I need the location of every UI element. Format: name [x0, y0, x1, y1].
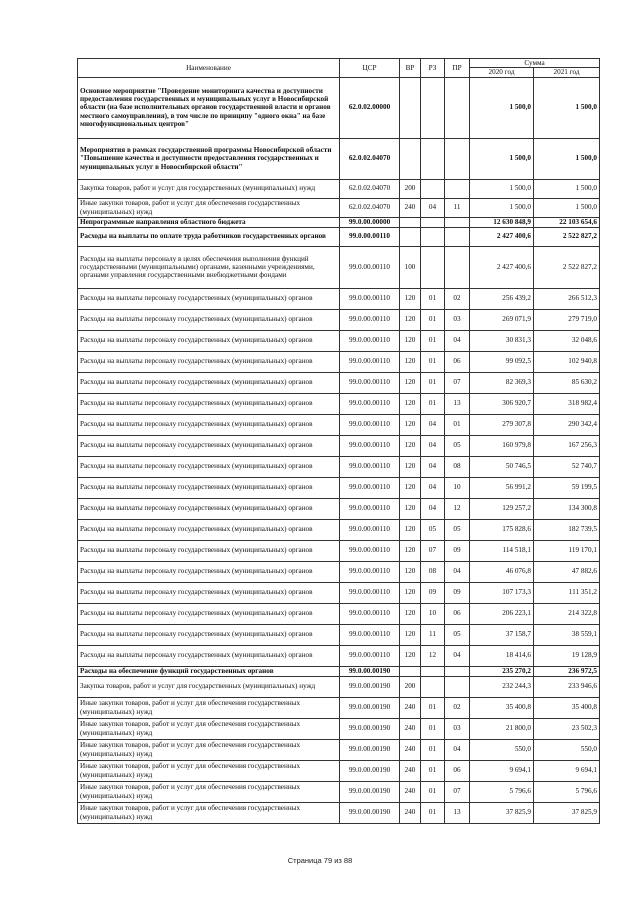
cell-sum-2020: 107 173,3	[470, 582, 534, 603]
cell-rz: 01	[421, 393, 445, 414]
cell-rz: 05	[421, 519, 445, 540]
cell-sum-2021: 1 500,0	[534, 198, 600, 217]
cell-name: Расходы на выплаты персоналу в целях обеспечения выполнения функций государственными (муниципальными) органами, казенными учреждениями, органами управления государственными внебюджетными фондами	[78, 246, 340, 288]
cell-vr: 120	[400, 351, 421, 372]
cell-csr: 99.0.00.00110	[340, 456, 400, 477]
cell-rz: 12	[421, 645, 445, 666]
table-row	[78, 802, 600, 823]
cell-pr: 01	[445, 414, 470, 435]
cell-sum-2020: 56 991,2	[470, 477, 534, 498]
cell-pr: 08	[445, 456, 470, 477]
cell-csr: 99.0.00.00110	[340, 309, 400, 330]
cell-sum-2021: 85 630,2	[534, 372, 600, 393]
header-year-2020: 2020 год	[470, 68, 534, 77]
cell-sum-2021: 233 946,6	[534, 676, 600, 697]
cell-csr: 62.0.02.04070	[340, 198, 400, 217]
cell-csr: 99.0.00.00110	[340, 624, 400, 645]
cell-sum-2020: 279 307,8	[470, 414, 534, 435]
cell-pr: 05	[445, 519, 470, 540]
table-row	[78, 676, 600, 697]
cell-vr: 120	[400, 414, 421, 435]
cell-name: Иные закупки товаров, работ и услуг для обеспечения государственных (муниципальных) нужд	[78, 781, 340, 802]
cell-rz: 01	[421, 739, 445, 760]
cell-sum-2021: 134 300,8	[534, 498, 600, 519]
cell-name: Иные закупки товаров, работ и услуг для обеспечения государственных (муниципальных) нужд	[78, 739, 340, 760]
cell-vr: 120	[400, 288, 421, 309]
cell-vr: 200	[400, 179, 421, 198]
cell-pr	[445, 179, 470, 198]
cell-sum-2020: 550,0	[470, 739, 534, 760]
cell-rz: 04	[421, 414, 445, 435]
cell-csr: 99.0.00.00190	[340, 666, 400, 676]
cell-rz: 01	[421, 288, 445, 309]
header-vr: ВР	[400, 59, 421, 78]
cell-sum-2021: 23 502,3	[534, 718, 600, 739]
cell-name: Расходы на обеспечение функций государственных органов	[78, 666, 340, 676]
table-row	[78, 697, 600, 718]
cell-pr	[445, 217, 470, 227]
cell-sum-2020: 30 831,3	[470, 330, 534, 351]
table-row	[78, 77, 600, 138]
header-year-2021: 2021 год	[534, 68, 600, 77]
cell-pr: 03	[445, 309, 470, 330]
cell-pr: 13	[445, 393, 470, 414]
cell-pr: 04	[445, 739, 470, 760]
cell-pr: 06	[445, 760, 470, 781]
cell-sum-2021: 111 351,2	[534, 582, 600, 603]
cell-vr: 120	[400, 393, 421, 414]
cell-sum-2021: 59 199,5	[534, 477, 600, 498]
cell-rz: 01	[421, 781, 445, 802]
cell-csr: 99.0.00.00190	[340, 676, 400, 697]
cell-vr: 120	[400, 540, 421, 561]
header-rz: РЗ	[421, 59, 445, 78]
cell-name: Расходы на выплаты персоналу государственных (муниципальных) органов	[78, 498, 340, 519]
cell-name: Расходы на выплаты персоналу государственных (муниципальных) органов	[78, 582, 340, 603]
table-row	[78, 666, 600, 676]
cell-sum-2021: 37 825,9	[534, 802, 600, 823]
cell-rz: 01	[421, 760, 445, 781]
cell-vr	[400, 227, 421, 246]
cell-csr: 99.0.00.00190	[340, 697, 400, 718]
cell-pr: 06	[445, 351, 470, 372]
cell-sum-2021: 1 500,0	[534, 77, 600, 138]
table-row	[78, 498, 600, 519]
cell-csr: 99.0.00.00110	[340, 246, 400, 288]
cell-name: Иные закупки товаров, работ и услуг для обеспечения государственных (муниципальных) нужд	[78, 718, 340, 739]
cell-name: Расходы на выплаты персоналу государственных (муниципальных) органов	[78, 435, 340, 456]
cell-sum-2021: 2 522 827,2	[534, 246, 600, 288]
cell-vr: 240	[400, 697, 421, 718]
table-row	[78, 179, 600, 198]
cell-sum-2020: 9 694,1	[470, 760, 534, 781]
budget-table-container	[77, 58, 599, 824]
cell-pr	[445, 246, 470, 288]
cell-name: Расходы на выплаты персоналу государственных (муниципальных) органов	[78, 477, 340, 498]
cell-vr	[400, 217, 421, 227]
cell-vr: 240	[400, 718, 421, 739]
cell-sum-2020: 21 800,0	[470, 718, 534, 739]
cell-name: Расходы на выплаты персоналу государственных (муниципальных) органов	[78, 372, 340, 393]
cell-vr: 120	[400, 603, 421, 624]
cell-csr: 99.0.00.00110	[340, 477, 400, 498]
cell-csr: 99.0.00.00190	[340, 781, 400, 802]
cell-name: Основное мероприятие "Проведение мониторинга качества и доступности предоставления государственных и муниципальных услуг в Новосибирской области (на базе исполнительных органов государственной власти и органов местного самоуправления), в том числе по принципу "одного окна" на базе многофункциональных центров"	[78, 77, 340, 138]
cell-rz	[421, 77, 445, 138]
cell-pr: 02	[445, 697, 470, 718]
cell-vr: 200	[400, 676, 421, 697]
cell-csr: 99.0.00.00000	[340, 217, 400, 227]
cell-sum-2020: 99 092,5	[470, 351, 534, 372]
table-row	[78, 561, 600, 582]
cell-name: Расходы на выплаты персоналу государственных (муниципальных) органов	[78, 519, 340, 540]
cell-vr: 120	[400, 582, 421, 603]
table-row	[78, 198, 600, 217]
table-row	[78, 603, 600, 624]
header-pr: ПР	[445, 59, 470, 78]
table-row	[78, 393, 600, 414]
cell-sum-2020: 1 500,0	[470, 179, 534, 198]
cell-csr: 99.0.00.00110	[340, 227, 400, 246]
cell-rz: 01	[421, 309, 445, 330]
cell-rz: 01	[421, 351, 445, 372]
cell-vr: 120	[400, 645, 421, 666]
cell-sum-2020: 82 369,3	[470, 372, 534, 393]
cell-vr: 120	[400, 498, 421, 519]
cell-rz: 04	[421, 477, 445, 498]
cell-rz	[421, 138, 445, 179]
table-row	[78, 477, 600, 498]
cell-sum-2020: 269 071,9	[470, 309, 534, 330]
cell-rz: 04	[421, 456, 445, 477]
cell-pr: 07	[445, 781, 470, 802]
cell-sum-2021: 19 128,9	[534, 645, 600, 666]
cell-vr: 120	[400, 435, 421, 456]
cell-sum-2020: 306 920,7	[470, 393, 534, 414]
cell-name: Непрограммные направления областного бюджета	[78, 217, 340, 227]
cell-csr: 99.0.00.00110	[340, 561, 400, 582]
header-sum: Сумма	[470, 59, 600, 68]
cell-vr: 120	[400, 330, 421, 351]
table-row	[78, 718, 600, 739]
cell-sum-2021: 1 500,0	[534, 138, 600, 179]
cell-rz	[421, 676, 445, 697]
table-row	[78, 246, 600, 288]
table-row	[78, 540, 600, 561]
cell-name: Расходы на выплаты персоналу государственных (муниципальных) органов	[78, 351, 340, 372]
cell-rz: 01	[421, 718, 445, 739]
cell-name: Закупка товаров, работ и услуг для государственных (муниципальных) нужд	[78, 676, 340, 697]
cell-pr	[445, 676, 470, 697]
cell-csr: 99.0.00.00110	[340, 603, 400, 624]
cell-rz: 11	[421, 624, 445, 645]
cell-sum-2020: 37 825,9	[470, 802, 534, 823]
table-body	[78, 77, 600, 823]
cell-sum-2021: 1 500,0	[534, 179, 600, 198]
cell-vr: 120	[400, 372, 421, 393]
cell-csr: 99.0.00.00190	[340, 760, 400, 781]
cell-vr	[400, 77, 421, 138]
cell-rz	[421, 227, 445, 246]
cell-sum-2021: 167 256,3	[534, 435, 600, 456]
cell-csr: 62.0.02.04070	[340, 138, 400, 179]
cell-pr: 06	[445, 603, 470, 624]
cell-pr: 05	[445, 624, 470, 645]
cell-csr: 99.0.00.00110	[340, 645, 400, 666]
cell-rz: 01	[421, 802, 445, 823]
cell-name: Расходы на выплаты персоналу государственных (муниципальных) органов	[78, 309, 340, 330]
cell-csr: 99.0.00.00110	[340, 540, 400, 561]
budget-table	[77, 58, 600, 824]
cell-rz: 01	[421, 330, 445, 351]
cell-sum-2021: 318 982,4	[534, 393, 600, 414]
cell-rz: 10	[421, 603, 445, 624]
table-row	[78, 414, 600, 435]
cell-csr: 99.0.00.00110	[340, 435, 400, 456]
cell-pr: 03	[445, 718, 470, 739]
cell-sum-2020: 18 414,6	[470, 645, 534, 666]
cell-csr: 99.0.00.00110	[340, 519, 400, 540]
cell-name: Расходы на выплаты персоналу государственных (муниципальных) органов	[78, 414, 340, 435]
cell-sum-2020: 1 500,0	[470, 138, 534, 179]
cell-rz: 01	[421, 372, 445, 393]
cell-pr: 04	[445, 330, 470, 351]
cell-csr: 99.0.00.00190	[340, 718, 400, 739]
cell-sum-2020: 232 244,3	[470, 676, 534, 697]
cell-sum-2021: 214 322,8	[534, 603, 600, 624]
cell-pr: 04	[445, 645, 470, 666]
table-row	[78, 309, 600, 330]
cell-name: Расходы на выплаты персоналу государственных (муниципальных) органов	[78, 456, 340, 477]
cell-name: Иные закупки товаров, работ и услуг для обеспечения государственных (муниципальных) нужд	[78, 802, 340, 823]
cell-rz: 01	[421, 697, 445, 718]
table-row	[78, 217, 600, 227]
cell-sum-2020: 37 158,7	[470, 624, 534, 645]
cell-vr: 120	[400, 624, 421, 645]
cell-sum-2020: 175 828,6	[470, 519, 534, 540]
cell-name: Иные закупки товаров, работ и услуг для обеспечения государственных (муниципальных) нужд	[78, 198, 340, 217]
cell-csr: 99.0.00.00110	[340, 372, 400, 393]
table-row	[78, 456, 600, 477]
cell-rz: 07	[421, 540, 445, 561]
cell-sum-2020: 35 400,8	[470, 697, 534, 718]
cell-vr: 120	[400, 456, 421, 477]
cell-sum-2020: 50 746,5	[470, 456, 534, 477]
cell-pr: 09	[445, 540, 470, 561]
table-header	[78, 59, 600, 78]
cell-sum-2020: 12 630 848,9	[470, 217, 534, 227]
cell-rz	[421, 246, 445, 288]
cell-pr: 12	[445, 498, 470, 519]
cell-sum-2021: 102 940,8	[534, 351, 600, 372]
cell-sum-2021: 236 972,5	[534, 666, 600, 676]
cell-vr: 240	[400, 802, 421, 823]
cell-name: Закупка товаров, работ и услуг для государственных (муниципальных) нужд	[78, 179, 340, 198]
cell-sum-2020: 2 427 400,6	[470, 227, 534, 246]
cell-sum-2021: 2 522 827,2	[534, 227, 600, 246]
cell-sum-2020: 46 076,8	[470, 561, 534, 582]
cell-csr: 62.0.02.04070	[340, 179, 400, 198]
cell-sum-2021: 47 882,6	[534, 561, 600, 582]
cell-rz: 09	[421, 582, 445, 603]
cell-sum-2021: 22 103 654,6	[534, 217, 600, 227]
cell-pr	[445, 666, 470, 676]
page-number: Страница 79 из 88	[287, 856, 353, 865]
cell-rz: 04	[421, 198, 445, 217]
cell-sum-2021: 52 740,7	[534, 456, 600, 477]
cell-pr	[445, 138, 470, 179]
cell-pr: 05	[445, 435, 470, 456]
cell-name: Расходы на выплаты персоналу государственных (муниципальных) органов	[78, 603, 340, 624]
cell-sum-2021: 119 170,1	[534, 540, 600, 561]
cell-sum-2020: 1 500,0	[470, 77, 534, 138]
cell-name: Расходы на выплаты по оплате труда работников государственных органов	[78, 227, 340, 246]
header-csr: ЦСР	[340, 59, 400, 78]
cell-csr: 99.0.00.00110	[340, 393, 400, 414]
cell-sum-2020: 2 427 400,6	[470, 246, 534, 288]
cell-sum-2021: 182 739,5	[534, 519, 600, 540]
cell-csr: 99.0.00.00110	[340, 351, 400, 372]
cell-vr	[400, 666, 421, 676]
cell-vr: 120	[400, 519, 421, 540]
cell-vr: 120	[400, 561, 421, 582]
table-row	[78, 372, 600, 393]
cell-sum-2020: 129 257,2	[470, 498, 534, 519]
cell-pr	[445, 227, 470, 246]
table-row	[78, 351, 600, 372]
cell-sum-2021: 290 342,4	[534, 414, 600, 435]
cell-sum-2021: 9 694,1	[534, 760, 600, 781]
table-row	[78, 519, 600, 540]
cell-vr: 120	[400, 477, 421, 498]
cell-csr: 99.0.00.00190	[340, 739, 400, 760]
cell-vr: 240	[400, 198, 421, 217]
cell-name: Расходы на выплаты персоналу государственных (муниципальных) органов	[78, 645, 340, 666]
table-row	[78, 760, 600, 781]
cell-sum-2021: 35 400,8	[534, 697, 600, 718]
table-row	[78, 435, 600, 456]
cell-csr: 99.0.00.00110	[340, 330, 400, 351]
cell-rz	[421, 217, 445, 227]
cell-name: Расходы на выплаты персоналу государственных (муниципальных) органов	[78, 393, 340, 414]
cell-vr: 240	[400, 781, 421, 802]
cell-rz: 04	[421, 498, 445, 519]
table-row	[78, 645, 600, 666]
table-row	[78, 624, 600, 645]
cell-sum-2021: 266 512,3	[534, 288, 600, 309]
cell-csr: 99.0.00.00110	[340, 582, 400, 603]
table-row	[78, 582, 600, 603]
cell-sum-2020: 114 518,1	[470, 540, 534, 561]
cell-pr: 11	[445, 198, 470, 217]
cell-vr: 100	[400, 246, 421, 288]
table-row	[78, 227, 600, 246]
cell-pr: 04	[445, 561, 470, 582]
cell-sum-2021: 5 796,6	[534, 781, 600, 802]
cell-csr: 99.0.00.00110	[340, 414, 400, 435]
cell-sum-2020: 160 979,8	[470, 435, 534, 456]
cell-vr	[400, 138, 421, 179]
cell-vr: 240	[400, 760, 421, 781]
cell-name: Иные закупки товаров, работ и услуг для обеспечения государственных (муниципальных) нужд	[78, 697, 340, 718]
cell-rz: 08	[421, 561, 445, 582]
cell-sum-2020: 1 500,0	[470, 198, 534, 217]
cell-pr: 13	[445, 802, 470, 823]
cell-name: Расходы на выплаты персоналу государственных (муниципальных) органов	[78, 561, 340, 582]
cell-csr: 99.0.00.00110	[340, 498, 400, 519]
cell-sum-2020: 235 270,2	[470, 666, 534, 676]
cell-csr: 99.0.00.00190	[340, 802, 400, 823]
cell-sum-2021: 550,0	[534, 739, 600, 760]
cell-name: Расходы на выплаты персоналу государственных (муниципальных) органов	[78, 288, 340, 309]
cell-name: Расходы на выплаты персоналу государственных (муниципальных) органов	[78, 624, 340, 645]
cell-sum-2021: 38 559,1	[534, 624, 600, 645]
cell-sum-2021: 32 048,6	[534, 330, 600, 351]
cell-name: Расходы на выплаты персоналу государственных (муниципальных) органов	[78, 330, 340, 351]
cell-sum-2021: 279 719,0	[534, 309, 600, 330]
cell-pr: 07	[445, 372, 470, 393]
table-row	[78, 330, 600, 351]
cell-csr: 62.0.02.00000	[340, 77, 400, 138]
cell-pr: 09	[445, 582, 470, 603]
cell-name: Мероприятия в рамках государственной программы Новосибирской области "Повышение качества и доступности предоставления государственных и муниципальных услуг в Новосибирской области"	[78, 138, 340, 179]
cell-rz: 04	[421, 435, 445, 456]
cell-sum-2020: 5 796,6	[470, 781, 534, 802]
cell-sum-2020: 206 223,1	[470, 603, 534, 624]
table-row	[78, 739, 600, 760]
cell-pr	[445, 77, 470, 138]
table-row	[78, 781, 600, 802]
cell-pr: 02	[445, 288, 470, 309]
cell-name: Иные закупки товаров, работ и услуг для обеспечения государственных (муниципальных) нужд	[78, 760, 340, 781]
cell-sum-2020: 256 439,2	[470, 288, 534, 309]
cell-vr: 120	[400, 309, 421, 330]
cell-rz	[421, 666, 445, 676]
cell-vr: 240	[400, 739, 421, 760]
cell-pr: 10	[445, 477, 470, 498]
cell-rz	[421, 179, 445, 198]
cell-name: Расходы на выплаты персоналу государственных (муниципальных) органов	[78, 540, 340, 561]
header-name: Наименование	[78, 59, 340, 78]
cell-csr: 99.0.00.00110	[340, 288, 400, 309]
table-row	[78, 138, 600, 179]
table-row	[78, 288, 600, 309]
